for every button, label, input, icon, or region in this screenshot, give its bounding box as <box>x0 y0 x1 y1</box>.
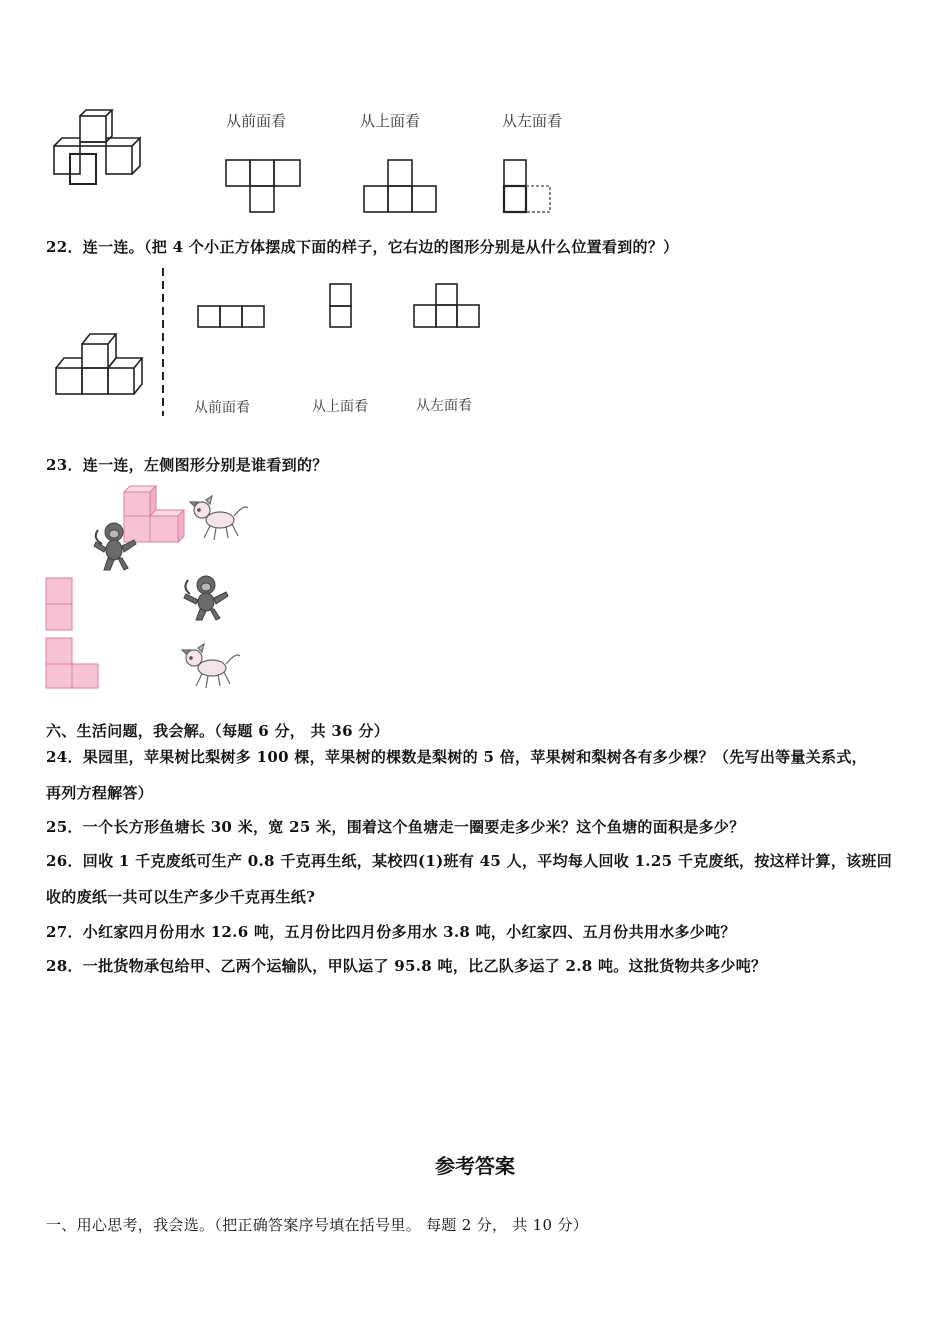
caption-left-view-21: 从左面看 <box>502 112 563 130</box>
dog-icon <box>188 494 250 542</box>
pink-view-l-shape <box>46 638 100 692</box>
t-shape-squares <box>414 284 484 330</box>
question-26-line-1: 26．回收 1 千克废纸可生产 0.8 千克再生纸，某校四(1)班有 45 人，平均每人回收 1.25 千克废纸，按这样计算，该班回 <box>46 852 893 870</box>
caption-front-view-21: 从前面看 <box>226 112 287 130</box>
question-23: 23．连一连，左侧图形分别是谁看到的？ <box>46 456 328 474</box>
caption-top-view-21: 从上面看 <box>360 112 421 130</box>
answers-section-1: 一、用心思考，我会选。（把正确答案序号填在括号里。 每题 2 分， 共 10 分） <box>46 1216 589 1234</box>
top-view-shape-21 <box>364 160 444 215</box>
question-24-line-2: 再列方程解答） <box>46 784 154 802</box>
question-28: 28．一批货物承包给甲、乙两个运输队，甲队运了 95.8 吨，比乙队多运了 2.8 吨。这批货物共多少吨？ <box>46 957 767 975</box>
question-22: 22．连一连。（把 4 个小正方体摆成下面的样子，它右边的图形分别是从什么位置看到的？） <box>46 238 679 256</box>
three-squares-row <box>198 306 268 330</box>
question-24-line-1: 24．果园里，苹果树比梨树多 100 棵，苹果树的棵数是梨树的 5 倍，苹果树和梨树各有多少棵？（先写出等量关系式， <box>46 748 867 766</box>
caption-left-view-22: 从左面看 <box>416 398 472 414</box>
left-view-shape-21 <box>504 160 564 215</box>
question-26-line-2: 收的废纸一共可以生产多少千克再生纸? <box>46 888 316 906</box>
question-25: 25．一个长方形鱼塘长 30 米，宽 25 米，围着这个鱼塘走一圈要走多少米？这个鱼塘的面积是多少？ <box>46 818 745 836</box>
monkey-icon-2 <box>182 574 230 624</box>
caption-front-view-22: 从前面看 <box>194 400 250 416</box>
front-view-shape-21 <box>226 160 306 215</box>
dashed-divider <box>160 268 166 416</box>
answers-title: 参考答案 <box>435 1154 515 1178</box>
question-27: 27．小红家四月份用水 12.6 吨，五月份比四月份多用水 3.8 吨，小红家四、五月份共用水多少吨？ <box>46 923 736 941</box>
cube-stack-figure-21 <box>50 108 150 188</box>
dog-icon-2 <box>180 644 242 692</box>
two-squares-column <box>330 284 356 330</box>
monkey-icon <box>92 520 140 574</box>
caption-top-view-22: 从上面看 <box>312 399 368 415</box>
pink-view-column <box>46 578 74 632</box>
section-6-heading: 六、生活问题，我会解。（每题 6 分， 共 36 分） <box>46 722 390 740</box>
cube-stack-figure-22 <box>54 330 154 400</box>
